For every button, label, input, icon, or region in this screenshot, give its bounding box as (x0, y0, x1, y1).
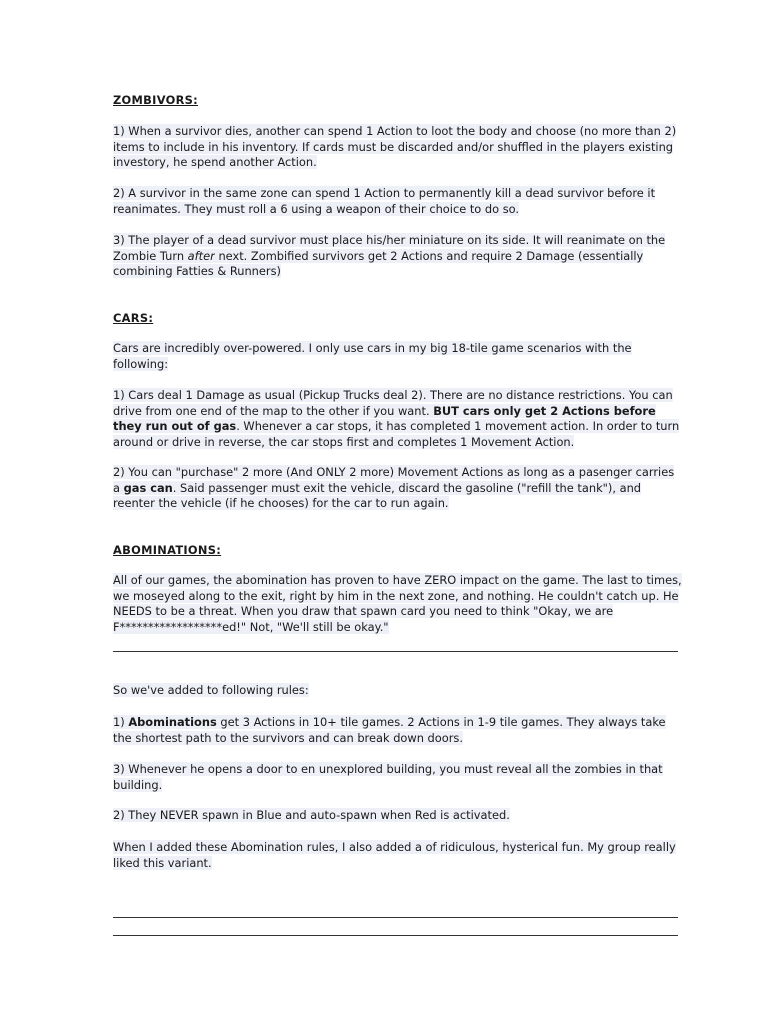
zombivors-rule-1: 1) When a survivor dies, another can spend 1 Action to loot the body and choose (no more than 2) items to include in his inventory. If cards must be discarded and/or shuffled in the players existing investory, he spend another Action. (113, 124, 677, 169)
cars-rule-1: 1) Cars deal 1 Damage as usual (Pickup Trucks deal 2). There are no distance restrictions. You can drive from one end of the map to the other if you want. BUT cars only get 2 Actions before they run out of gas. Whenever a car stops, it has completed 1 movement action. In order to turn around or drive in reverse, the car stops first and completes 1 Movement Action. (113, 388, 680, 449)
footer-rule-2 (113, 935, 678, 936)
abominations-rule-2: 2) They NEVER spawn in Blue and auto-spawn when Red is activated. (113, 808, 510, 822)
abominations-intro: All of our games, the abomination has proven to have ZERO impact on the game. The last to times, we moseyed along to the exit, right by him in the next zone, and nothing. He couldn't catch up. He NEEDS to be a threat. When you draw that spawn card you need to think "Okay, we are F******************ed!" Not, "We'll still be okay." (113, 573, 682, 634)
divider-rule (113, 651, 678, 652)
cars-heading: CARS: (113, 311, 154, 325)
cars-rule-2: 2) You can "purchase" 2 more (And ONLY 2 more) Movement Actions as long as a pasenger carries a gas can. Said passenger must exit the vehicle, discard the gasoline ("refill the tank"), and reenter the vehicle (if he chooses) for the car to run again. (113, 465, 675, 510)
footer-rule-1 (113, 917, 678, 918)
abominations-added-rules: So we've added to following rules: (113, 683, 309, 697)
abominations-heading: ABOMINATIONS: (113, 543, 222, 557)
zombivors-heading: ZOMBIVORS: (113, 93, 199, 107)
zombivors-rule-3: 3) The player of a dead survivor must place his/her miniature on its side. It will reanimate on the Zombie Turn after next. Zombified survivors get 2 Actions and require 2 Damage (essentially combining Fatties & Runners) (113, 233, 666, 278)
abominations-rule-1: 1) Abominations get 3 Actions in 10+ tile games. 2 Actions in 1-9 tile games. They always take the shortest path to the survivors and can break down doors. (113, 715, 666, 745)
zombivors-rule-2: 2) A survivor in the same zone can spend 1 Action to permanently kill a dead survivor before it reanimates. They must roll a 6 using a weapon of their choice to do so. (113, 186, 656, 216)
cars-intro: Cars are incredibly over-powered. I only use cars in my big 18-tile game scenarios with the following: (113, 341, 632, 371)
abominations-rule-3: 3) Whenever he opens a door to en unexplored building, you must reveal all the zombies in that building. (113, 762, 663, 792)
abominations-closing: When I added these Abomination rules, I also added a of ridiculous, hysterical fun. My group really liked this variant. (113, 840, 676, 870)
